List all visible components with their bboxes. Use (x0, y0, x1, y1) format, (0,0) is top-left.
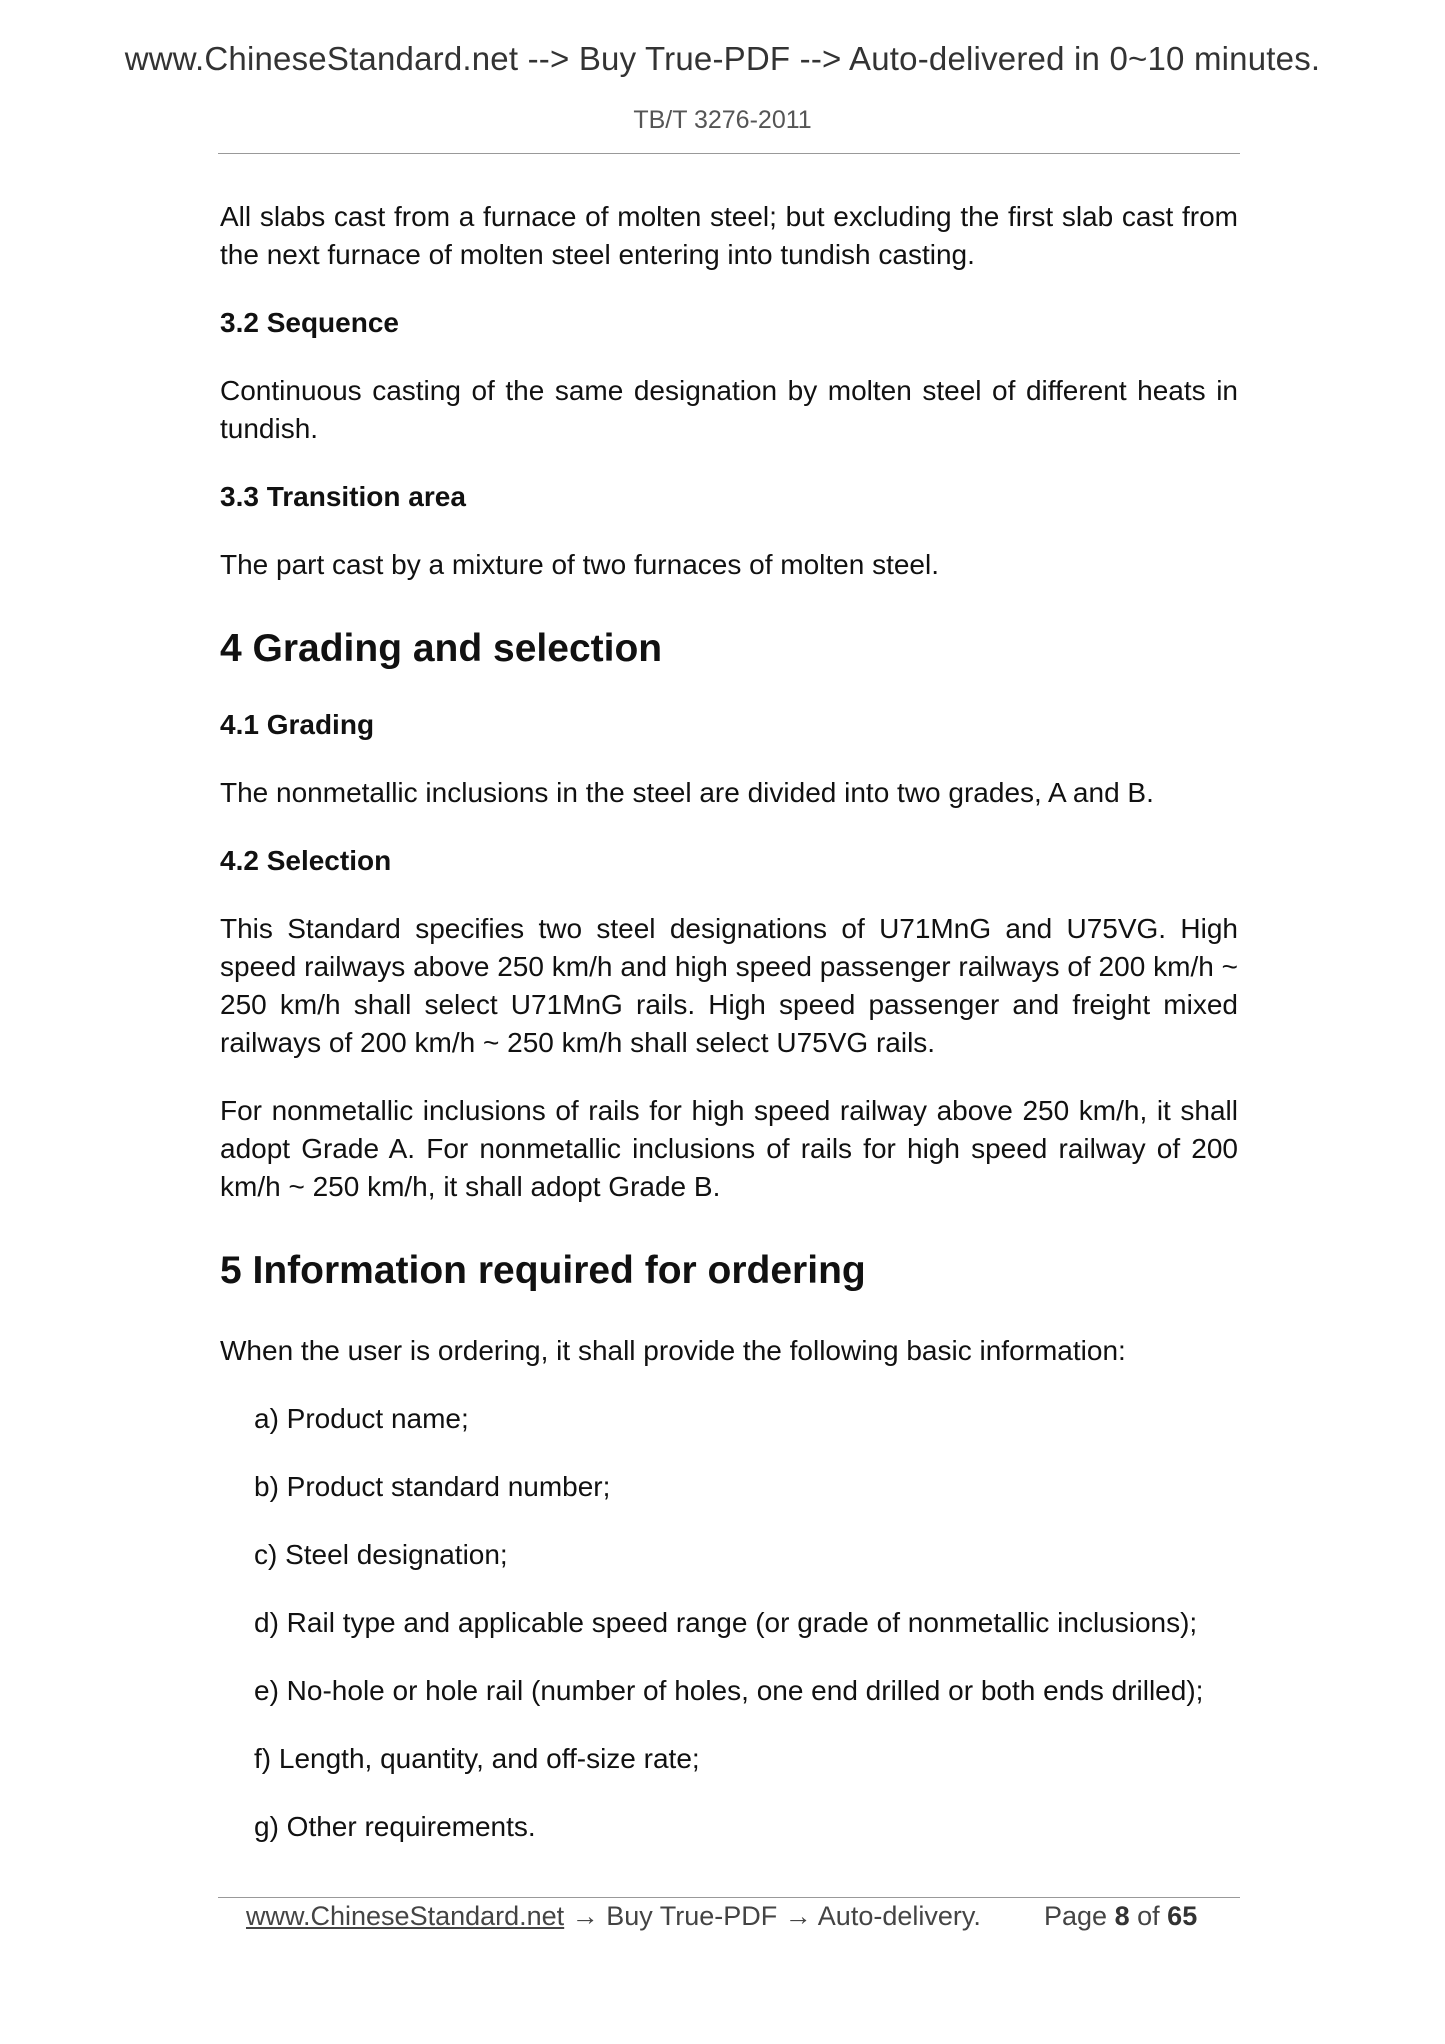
page-indicator (1044, 1901, 1197, 1932)
standard-number: TB/T 3276-2011 (633, 106, 812, 134)
footer-delivery-text: Auto-delivery. (817, 1901, 981, 1931)
section-5-text: When the user is ordering, it shall provide the following basic information: (220, 1335, 1126, 1366)
header-divider (218, 153, 1240, 154)
list-item: e) No-hole or hole rail (number of holes, one end drilled or both ends drilled); (254, 1675, 1204, 1706)
footer-divider (218, 1897, 1240, 1898)
page-label: Page (1044, 1901, 1108, 1931)
section-4-2-heading: 4.2 Selection (220, 845, 392, 876)
section-4-heading: 4 Grading and selection (220, 627, 663, 670)
section-4-1-heading: 4.1 Grading (220, 709, 375, 740)
list-item: c) Steel designation; (254, 1539, 508, 1570)
footer-buy-text: Buy True-PDF (606, 1901, 778, 1931)
page-footer (246, 1901, 1198, 1932)
list-item: a) Product name; (254, 1403, 469, 1434)
section-3-3-text: The part cast by a mixture of two furnaces of molten steel. (220, 549, 939, 580)
footer-site-link[interactable]: www.ChineseStandard.net (246, 1901, 565, 1931)
section-3-3-heading: 3.3 Transition area (220, 481, 466, 512)
arrow-right-icon: → (784, 1901, 812, 1931)
section-3-2-heading: 3.2 Sequence (220, 307, 399, 338)
of-label: of (1137, 1901, 1160, 1931)
page-content (220, 198, 1238, 1846)
list-item: b) Product standard number; (254, 1471, 611, 1502)
site-banner: www.ChineseStandard.net --> Buy True-PDF --> Auto-delivered in 0~10 minutes. (124, 40, 1321, 77)
section-4-2-paragraph-2: For nonmetallic inclusions of rails for high speed railway above 250 km/h, it shall adopt Grade A. For nonmetallic inclusions of rails for high speed railway of 200 km/h ~ 250 km/h, it shall adopt Grade B. (220, 1095, 1238, 1202)
section-5-heading: 5 Information required for ordering (220, 1249, 866, 1292)
page-total: 65 (1167, 1901, 1198, 1931)
intro-paragraph: All slabs cast from a furnace of molten steel; but excluding the first slab cast from the next furnace of molten steel entering into tundish casting. (220, 201, 1238, 270)
list-item: g) Other requirements. (254, 1811, 536, 1842)
list-item: d) Rail type and applicable speed range (or grade of nonmetallic inclusions); (254, 1607, 1198, 1638)
page-number: 8 (1114, 1901, 1130, 1931)
arrow-right-icon: → (571, 1901, 599, 1931)
section-3-2-text: Continuous casting of the same designation by molten steel of different heats in tundish. (220, 375, 1238, 444)
section-4-1-text: The nonmetallic inclusions in the steel are divided into two grades, A and B. (220, 777, 1154, 808)
section-4-2-paragraph-1: This Standard specifies two steel designations of U71MnG and U75VG. High speed railways above 250 km/h and high speed passenger railways of 200 km/h ~ 250 km/h shall select U71MnG rails. High speed passenger and freight mixed railways of 200 km/h ~ 250 km/h shall select U75VG rails. (220, 913, 1238, 1058)
list-item: f) Length, quantity, and off-size rate; (254, 1743, 700, 1774)
